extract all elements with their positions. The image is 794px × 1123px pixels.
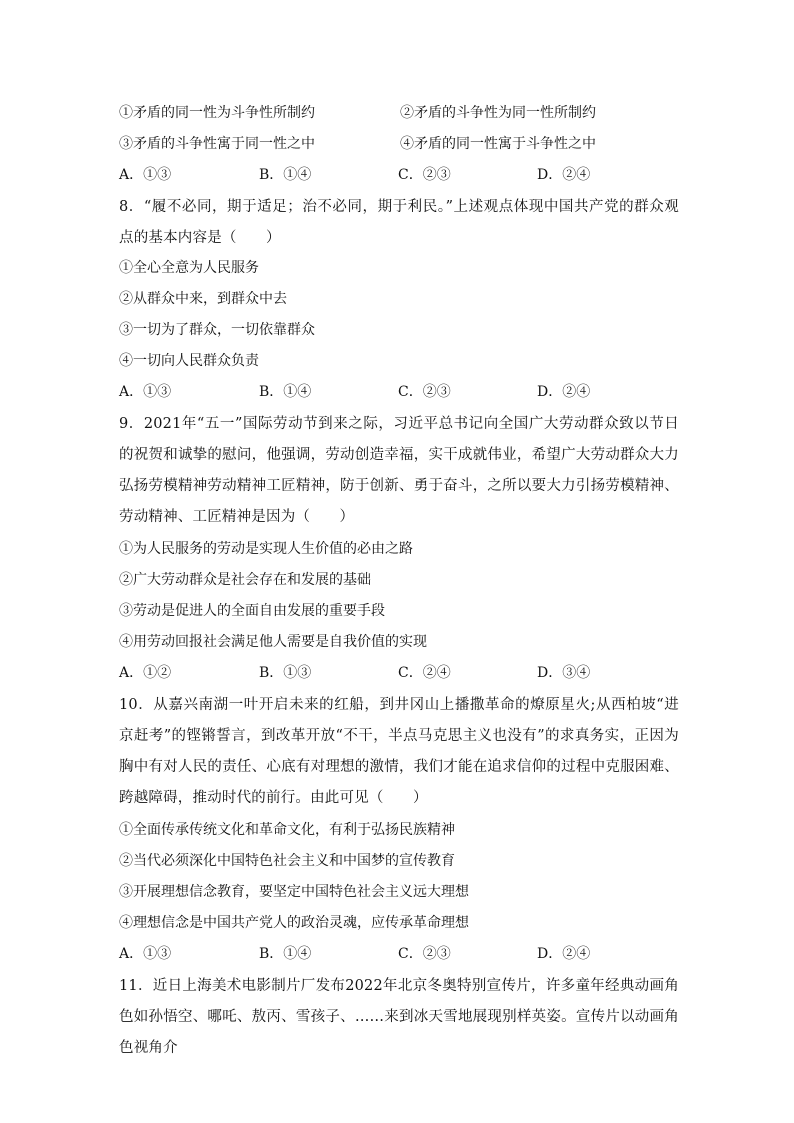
q9-option-1: ①为人民服务的劳动是实现人生价值的必由之路 [119,541,413,557]
q10-option-2: ②当代必须深化中国特色社会主义和中国梦的宣传教育 [119,853,455,869]
q10-choice-b: B．①④ [259,946,312,962]
q7-option-4: ④矛盾的同一性寓于斗争性之中 [400,136,596,152]
q9-choice-c: C．②④ [398,665,451,681]
q11-stem: 11．近日上海美术电影制片厂发布2022年北京冬奥特别宣传片，许多童年经典动画角色如孙悟空、哪吒、敖丙、雪孩子、……来到冰天雪地展现别样英姿。宣传片以动画角色视角介 [119,978,679,1056]
q7-choice-b: B．①④ [259,167,312,183]
q10-choice-d: D．②④ [537,946,591,962]
q8-choice-d: D．②④ [537,384,591,400]
q8-option-3: ③一切为了群众，一切依靠群众 [119,322,315,338]
q9-option-3: ③劳动是促进人的全面自由发展的重要手段 [119,603,385,619]
q9-choice-b: B．①③ [259,665,312,681]
q7-option-2: ②矛盾的斗争性为同一性所制约 [400,105,596,121]
q9-option-4: ④用劳动回报社会满足他人需要是自我价值的实现 [119,634,427,650]
q7-choice-d: D．②④ [537,167,591,183]
q8-stem: 8．“履不必同，期于适足；治不必同，期于利民。”上述观点体现中国共产党的群众观点的基本内容是（ ） [119,199,679,246]
q7-option-1: ①矛盾的同一性为斗争性所制约 [119,105,315,121]
q9-choice-a: A．①② [119,665,172,681]
q10-stem: 10．从嘉兴南湖一叶开启未来的红船，到井冈山上播撒革命的燎原星火;从西柏坡“进京赶考”的铿锵誓言，到改革开放“不干，半点马克思主义也没有”的求真务实，正因为胸中有对人民的责任、心底有对理想的激情，我们才能在追求信仰的过程中克服困难、跨越障碍，推动时代的前行。由此可见（ ） [119,697,679,806]
q10-choice-a: A．①③ [119,946,172,962]
q7-choice-a: A．①③ [119,167,172,183]
q10-option-1: ①全面传承传统文化和革命文化，有利于弘扬民族精神 [119,822,455,838]
q9-option-2: ②广大劳动群众是社会存在和发展的基础 [119,572,371,588]
q8-choice-a: A．①③ [119,384,172,400]
q10-option-4: ④理想信念是中国共产党人的政治灵魂，应传承革命理想 [119,915,469,931]
q7-option-3: ③矛盾的斗争性寓于同一性之中 [119,136,315,152]
q8-option-1: ①全心全意为人民服务 [119,260,259,276]
q7-choice-c: C．②③ [398,167,451,183]
q10-choice-c: C．②③ [398,946,451,962]
q9-choice-d: D．③④ [537,665,591,681]
q8-option-2: ②从群众中来，到群众中去 [119,291,287,307]
q10-option-3: ③开展理想信念教育，要坚定中国特色社会主义远大理想 [119,884,469,900]
q9-stem: 9．2021年“五一”国际劳动节到来之际，习近平总书记向全国广大劳动群众致以节日的祝贺和诚挚的慰问，他强调，劳动创造幸福，实干成就伟业，希望广大劳动群众大力弘扬劳模精神劳动精神工匠精神，防于创新、勇于奋斗，之所以要大力引扬劳模精神、劳动精神、工匠精神是因为（ ） [119,416,679,525]
q8-option-4: ④一切向人民群众负责 [119,353,259,369]
q8-choice-b: B．①④ [259,384,312,400]
q8-choice-c: C．②③ [398,384,451,400]
